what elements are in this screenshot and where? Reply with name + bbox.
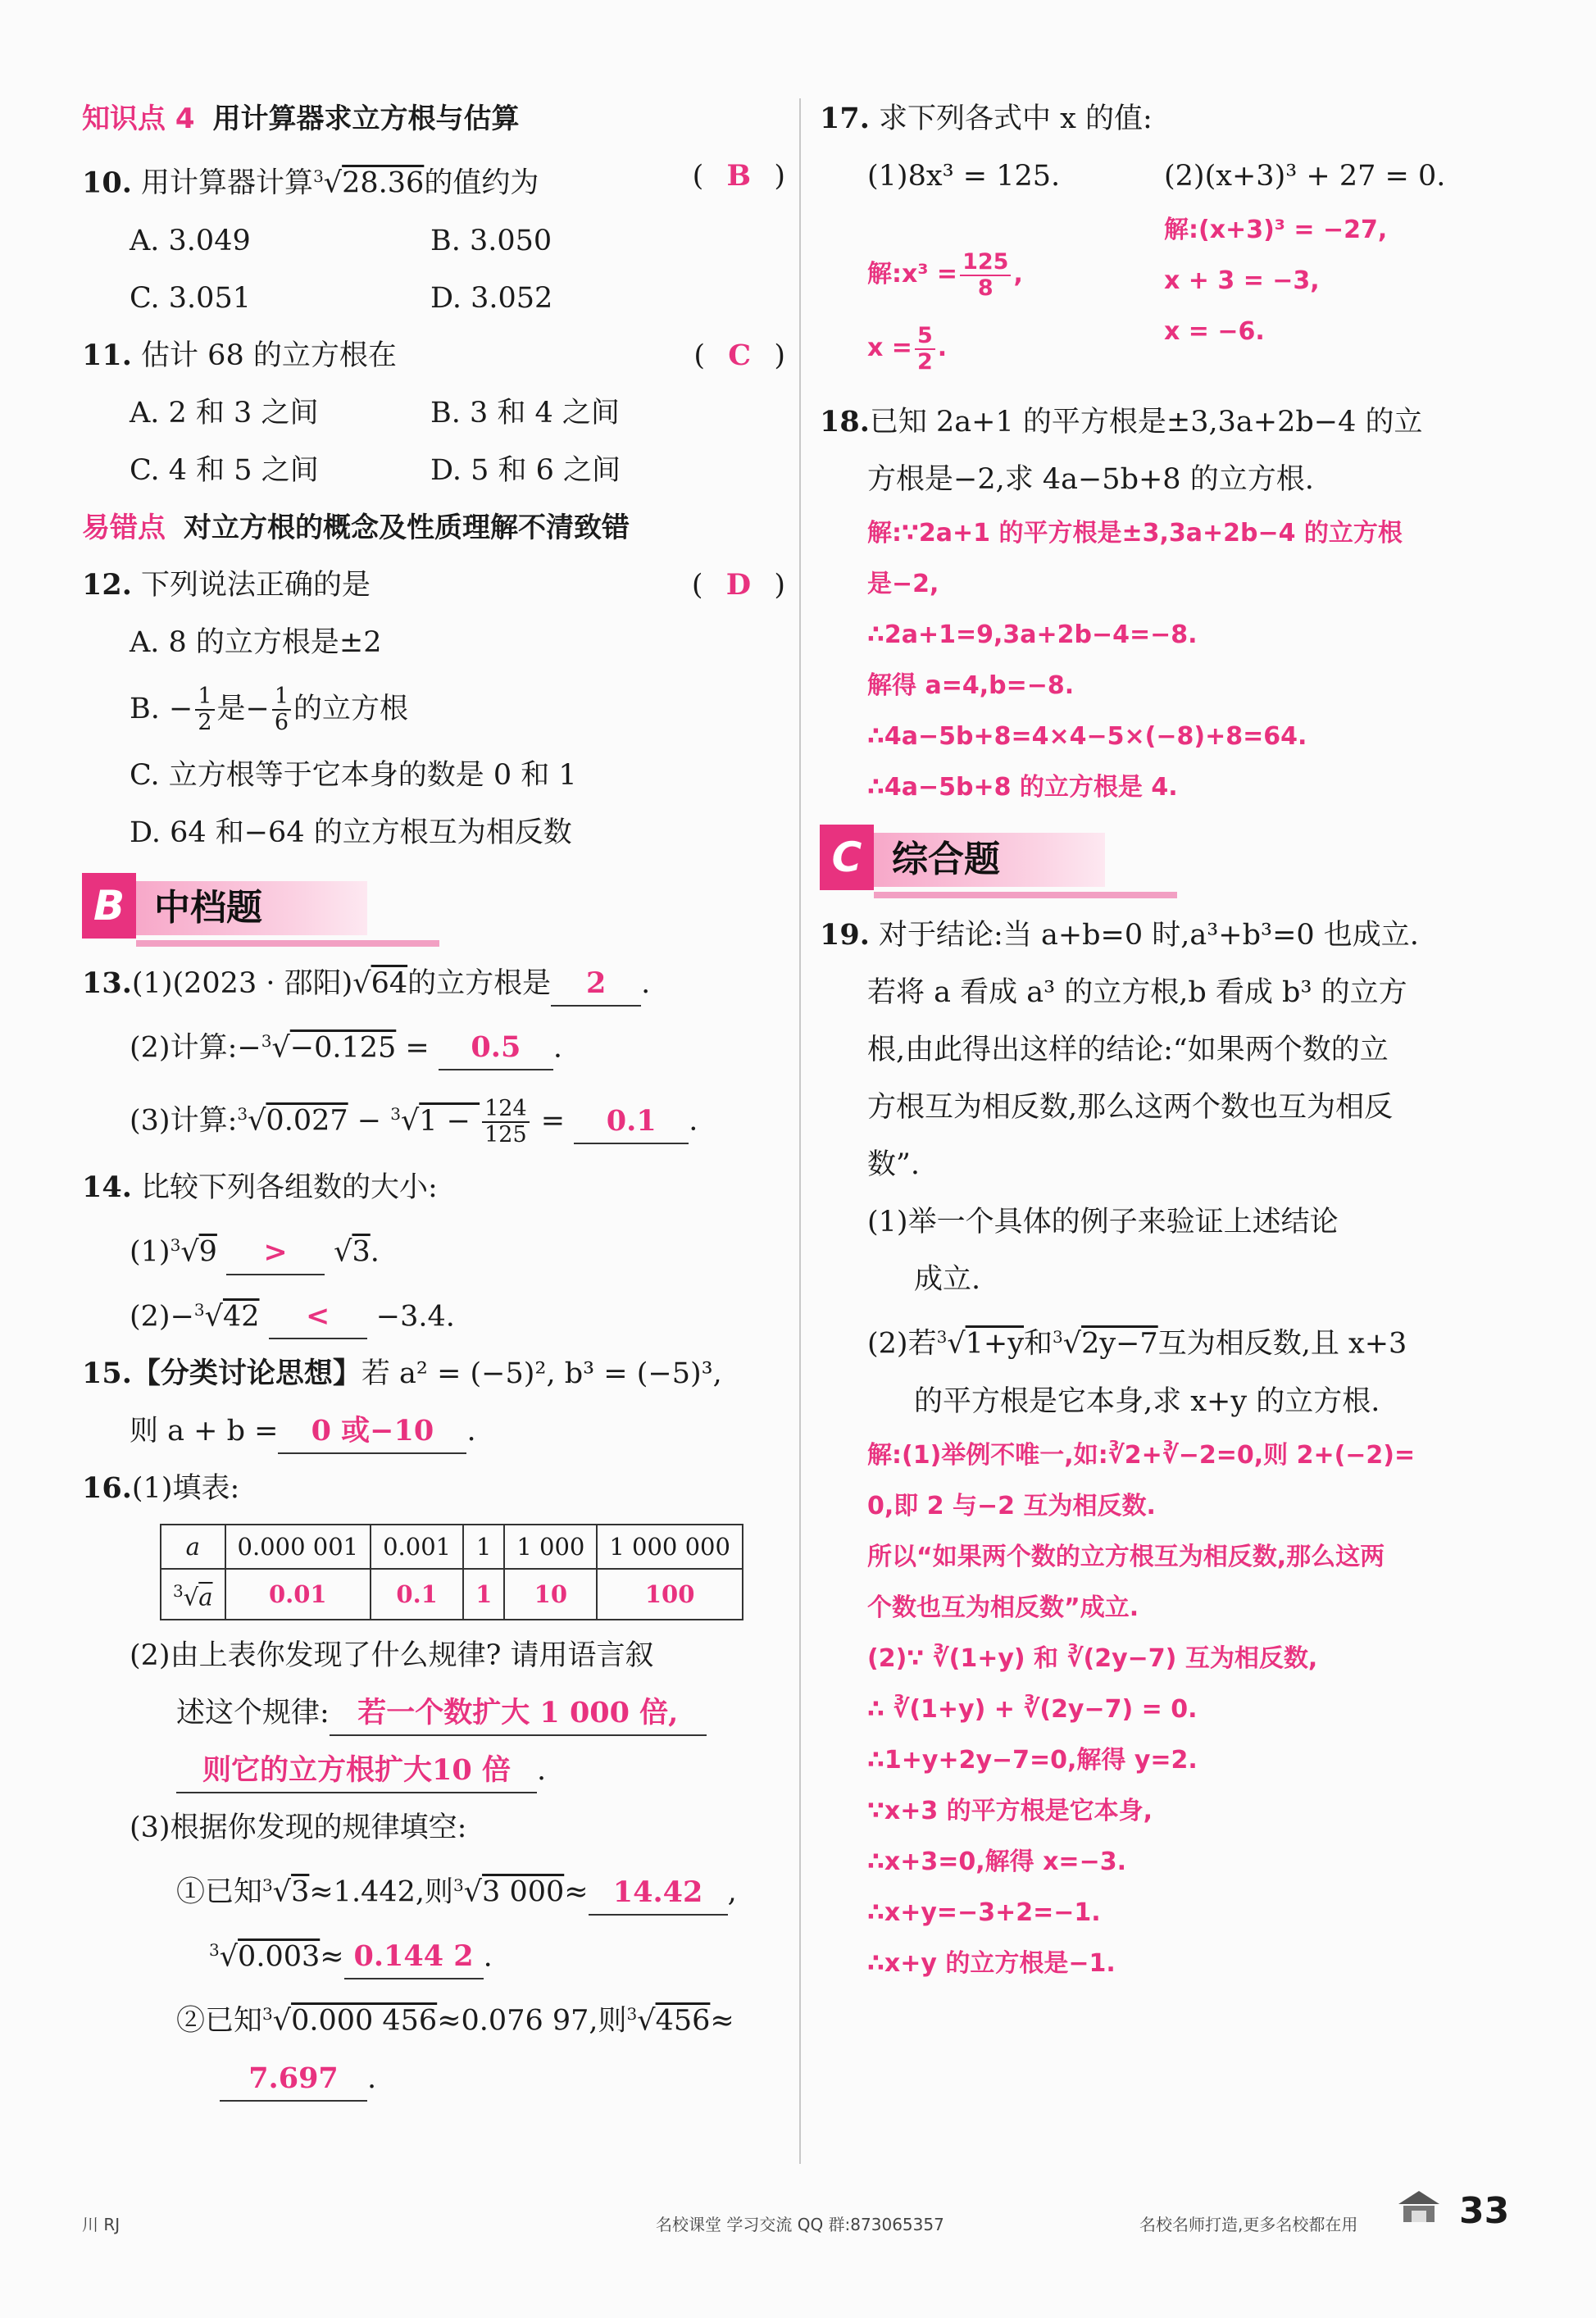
q-text: 互为相反数,且 x+3 (1157, 1327, 1407, 1361)
answer: B (726, 159, 753, 193)
fraction: $\frac{1}{2}$ (195, 684, 214, 735)
q16-sub2b: 7.697 . (82, 2050, 787, 2107)
sol-line: 是−2, (867, 570, 939, 598)
question-18 (820, 393, 1516, 451)
sol-line: ∴1+y+2y−7=0,解得 y=2. (867, 1745, 1198, 1775)
sol-line: ∴x+y 的立方根是−1. (867, 1948, 1116, 1978)
fraction (960, 250, 1011, 301)
q-text: (1) (130, 1235, 171, 1269)
answer-blank: > (226, 1231, 325, 1275)
question-13-part1: 13.(1)(2023 · 邵阳)√64的立方根是 2 . (82, 955, 787, 1012)
table-row (161, 1569, 743, 1620)
sol-line: ∴x+y=−3+2=−1. (867, 1898, 1101, 1927)
option-c: C. 4 和 5 之间 (130, 453, 319, 487)
footer-left: 川 RJ (82, 2215, 120, 2234)
answer-blank: 7.697 (220, 2057, 367, 2102)
option-c: C. 立方根等于它本身的数是 0 和 1 (130, 758, 577, 792)
q16-sub1: ①已知$^3$√3≈1.442,则$^3$√3 000≈ 14.42 , (82, 1857, 787, 1921)
q17-part2: (2)(x+3)³ + 27 = 0. (1164, 160, 1446, 193)
sol-line: ∴2a+1=9,3a+2b−4=−8. (867, 620, 1198, 649)
answer-blank: 0.144 2 (344, 1935, 484, 1979)
option-b (82, 671, 787, 747)
q-text: (3)计算: (130, 1104, 238, 1138)
question-19 (820, 907, 1516, 964)
option-text: B. − (130, 692, 193, 725)
option-text: 的立方根 (293, 692, 409, 725)
banner-stripe (874, 892, 1177, 898)
answer-blank: 则它的立方根扩大10 倍 (176, 1749, 537, 1793)
q17-solution-1 (867, 238, 1023, 385)
sol-text: x = (867, 334, 912, 362)
q-num: 13. (82, 966, 132, 1000)
table-cell: 0.1 (371, 1569, 463, 1620)
answer-blank: 0.5 (439, 1026, 553, 1070)
fraction (915, 324, 935, 375)
answer-blank: 若一个数扩大 1 000 倍, (330, 1692, 707, 1736)
q-text: 若 a² = (−5)², b³ = (−5)³, (361, 1357, 722, 1391)
q17-part1: (1)8x³ = 125. (867, 160, 1061, 193)
sol-line: ∴x+3=0,解得 x=−3. (867, 1847, 1126, 1876)
q-text: (2)若 (867, 1327, 937, 1361)
option-b: B. 3.050 (430, 224, 552, 257)
q-text: 则 a + b = (130, 1415, 279, 1448)
q17-parts (820, 148, 1516, 205)
q-text: (2)计算:− (130, 1031, 261, 1065)
column-divider (799, 98, 801, 2164)
radicand: 2y−7 (1081, 1327, 1158, 1361)
sol-line: 解得 a=4,b=−8. (867, 671, 1075, 700)
section-banner-b (82, 873, 787, 948)
question-13-part3: (3)计算:$^3$√0.027 − $^3$√1 − $\frac{124}{125}$ = 0.1 . (130, 1096, 698, 1148)
options-row (82, 442, 787, 499)
question-10: 10. 用计算器计算$^3$√28.36的值约为 ( B ) (82, 148, 787, 212)
sol-line: x + 3 = −3, (1164, 266, 1320, 295)
q16-part2-line2 (82, 1684, 787, 1742)
sol-line: 解:(x+3)³ = −27, (1164, 216, 1388, 244)
q-text: 的立方根是 (407, 966, 552, 1000)
q-text: ≈1.442,则 (309, 1875, 453, 1909)
q-text: 比较下列各组数的大小: (141, 1170, 438, 1204)
q19-part2-b: 的平方根是它本身,求 x+y 的立方根. (914, 1384, 1380, 1418)
option-d: D. 3.052 (430, 281, 553, 315)
table-cell: 0.001 (371, 1525, 463, 1569)
option-text: 是− (216, 692, 270, 725)
q-num: 19. (820, 918, 870, 952)
radicand: 0.027 (266, 1104, 348, 1138)
sol-line: x = −6. (1164, 317, 1265, 346)
footer-center: 名校课堂 学习交流 QQ 群:873065357 (656, 2215, 944, 2234)
q-num: 11. (82, 338, 132, 372)
publisher-logo-icon (1394, 2184, 1444, 2230)
table-cell: a (161, 1525, 225, 1569)
numerator: 5 (915, 324, 935, 350)
table-cell: 0.000 001 (225, 1525, 371, 1569)
denominator: 8 (977, 275, 994, 301)
sol-line: ∴4a−5b+8=4×4−5×(−8)+8=64. (867, 722, 1307, 751)
q16-part2-line3: 则它的立方根扩大10 倍 . (82, 1742, 787, 1799)
error-point (82, 499, 787, 557)
sol-line: ∵x+3 的平方根是它本身, (867, 1796, 1153, 1825)
q-tag: 【分类讨论思想】 (131, 1357, 361, 1391)
q-num: 10. (82, 166, 132, 200)
q16-part2-line1: (2)由上表你发现了什么规律? 请用语言叙 (130, 1639, 654, 1672)
q-num: 16. (82, 1471, 132, 1506)
option-b: B. 3 和 4 之间 (430, 396, 620, 430)
banner-title: 综合题 (874, 833, 1105, 887)
page-number: 33 (1459, 2190, 1510, 2232)
answer-paren: ( D ) (691, 567, 787, 602)
radicand: 28.36 (342, 166, 425, 200)
err-tag: 易错点 (82, 511, 166, 544)
q-text: 用计算器计算 (141, 166, 314, 200)
sol-line: (2)∵ ∛(1+y) 和 ∛(2y−7) 互为相反数, (867, 1643, 1318, 1673)
banner-stripe (136, 940, 439, 947)
q-text: ≈0.076 97,则 (437, 2004, 627, 2038)
q-text: 述这个规律: (176, 1696, 330, 1729)
q-text: 的值约为 (424, 166, 539, 200)
left-column (82, 90, 787, 2107)
option-a: A. 2 和 3 之间 (130, 396, 319, 430)
data-table (160, 1524, 743, 1620)
sol-line: ∴4a−5b+8 的立方根是 4. (867, 773, 1178, 802)
answer-paren: ( C ) (693, 338, 787, 372)
sol-line: 解:x³ = $\frac{125}{8}$ , (867, 248, 1023, 301)
table-row (161, 1525, 743, 1569)
q-text: 和 (1024, 1327, 1053, 1361)
radicand: 64 (371, 966, 408, 1000)
banner-letter: B (82, 873, 136, 939)
q19-part1-b: 成立. (914, 1263, 981, 1296)
question-18-line2: 方根是−2,求 4a−5b+8 的立方根. (867, 463, 1314, 496)
sol-text: 解:x³ = (867, 260, 958, 289)
sol-line: x = $\frac{5}{2}$ . (867, 322, 948, 375)
answer-blank: 2 (551, 962, 641, 1007)
table-cell: 1 000 000 (597, 1525, 743, 1569)
sol-line: 所以“如果两个数的立方根互为相反数,那么这两 (867, 1542, 1385, 1571)
q19-line: 根,由此得出这样的结论:“如果两个数的立 (867, 1034, 1389, 1066)
right-column (820, 90, 1516, 1989)
q-text: ①已知 (176, 1875, 263, 1909)
q-text: 已知 2a+1 的平方根是±3,3a+2b−4 的立 (869, 406, 1423, 439)
err-title: 对立方根的概念及性质理解不清致错 (184, 511, 630, 544)
question-16 (82, 1460, 787, 1517)
q-num: 12. (82, 567, 132, 602)
fraction: $\frac{124}{125}$ (482, 1097, 530, 1148)
options-row (82, 270, 787, 327)
question-15-line2: 则 a + b = 0 或−10 . (82, 1402, 787, 1460)
sol-line: ∴ ∛(1+y) + ∛(2y−7) = 0. (867, 1694, 1198, 1724)
q-num: 14. (82, 1170, 132, 1204)
question-11 (82, 327, 787, 384)
answer-blank: 14.42 (589, 1871, 728, 1916)
question-15 (82, 1345, 787, 1402)
fraction: $\frac{1}{6}$ (272, 684, 291, 735)
sol-line: 个数也互为相反数”成立. (867, 1593, 1139, 1622)
table-cell: 0.01 (225, 1569, 371, 1620)
radicand: −0.125 (289, 1031, 397, 1065)
answer-blank: < (269, 1295, 367, 1339)
answer: D (725, 567, 753, 602)
q-text: ②已知 (176, 2004, 263, 2038)
q19-line: 若将 a 看成 a³ 的立方根,b 看成 b³ 的立方 (867, 976, 1407, 1009)
q19-line: 方根互为相反数,那么这两个数也互为相反 (867, 1091, 1394, 1124)
q-text: (2)− (130, 1300, 194, 1334)
q16-sub1b: $^3$√0.003≈ 0.144 2 . (82, 1921, 787, 1986)
options-row (82, 212, 787, 270)
q-num: 17. (820, 102, 870, 135)
options-row (82, 384, 787, 442)
option-d: D. 5 和 6 之间 (430, 453, 621, 487)
q-num: 15. (82, 1357, 132, 1391)
answer-blank: 0.1 (574, 1100, 689, 1144)
question-14 (82, 1159, 787, 1216)
table-cell: 100 (597, 1569, 743, 1620)
q17-solution-2 (1164, 205, 1387, 357)
question-17 (820, 90, 1516, 148)
table-cell: 1 000 (504, 1525, 597, 1569)
option-a: A. 3.049 (130, 224, 251, 257)
kp-title: 用计算器求立方根与估算 (212, 102, 520, 135)
answer-paren: ( B ) (692, 159, 787, 193)
banner-title: 中档题 (136, 881, 367, 935)
option-a: A. 8 的立方根是±2 (130, 625, 382, 659)
q19-solution (820, 1430, 1516, 1989)
sol-line: 解:∵2a+1 的平方根是±3,3a+2b−4 的立方根 (867, 519, 1403, 548)
q-text: 估计 68 的立方根在 (141, 339, 397, 372)
table-cell: 1 (463, 1525, 504, 1569)
q19-part2-a: (2)若$^3$√1+y和$^3$√2y−7互为相反数,且 x+3 (867, 1327, 1407, 1361)
q16-sub2: ②已知$^3$√0.000 456≈0.076 97,则$^3$√456≈ (176, 2004, 734, 2038)
answer-blank: 0 或−10 (278, 1410, 466, 1454)
numerator: 125 (960, 250, 1011, 276)
q17-solutions (820, 205, 1516, 393)
q18-solution (820, 508, 1516, 813)
footer-right: 名校名师打造,更多名校都在用 (1139, 2215, 1358, 2234)
table-cell: 1 (463, 1569, 504, 1620)
kp-tag: 知识点 4 (82, 102, 195, 135)
question-14-part1: $(1)^3√9 > √3$. (82, 1216, 787, 1281)
sol-line: 解:(1)举例不唯一,如:∛2+∛−2=0,则 2+(−2)= (867, 1440, 1416, 1470)
table-cell: 10 (504, 1569, 597, 1620)
table-cell: $^3$√a (161, 1569, 225, 1620)
section-banner-c (820, 825, 1516, 900)
question-13-part2: (2)计算:−$^3$√−0.125 = 0.5 . (82, 1012, 787, 1077)
option-d: D. 64 和−64 的立方根互为相反数 (130, 816, 572, 849)
q-text: (1)(2023 · 邵阳) (131, 966, 353, 1000)
denominator: 2 (916, 348, 933, 375)
q-text: 求下列各式中 x 的值: (879, 102, 1153, 135)
q-num: 18. (820, 405, 870, 439)
q-text: 下列说法正确的是 (141, 568, 371, 602)
banner-letter: C (820, 825, 874, 890)
sol-line: 0,即 2 与−2 互为相反数. (867, 1491, 1156, 1520)
knowledge-point-4 (82, 90, 787, 148)
q19-part1-a: (1)举一个具体的例子来验证上述结论 (867, 1206, 1339, 1239)
q-text: −3.4. (375, 1300, 455, 1334)
q16-part3: (3)根据你发现的规律填空: (130, 1811, 467, 1844)
option-c: C. 3.051 (130, 281, 251, 315)
answer: C (728, 338, 753, 372)
q-text: (1)填表: (131, 1472, 240, 1506)
q19-line: 数”. (867, 1148, 921, 1181)
question-12 (82, 557, 787, 614)
q-text: 对于结论:当 a+b=0 时,a³+b³=0 也成立. (879, 919, 1419, 952)
question-14-part2: (2)−$^3$√42 < −3.4. (82, 1281, 787, 1346)
radicand: 1+y (965, 1327, 1024, 1361)
